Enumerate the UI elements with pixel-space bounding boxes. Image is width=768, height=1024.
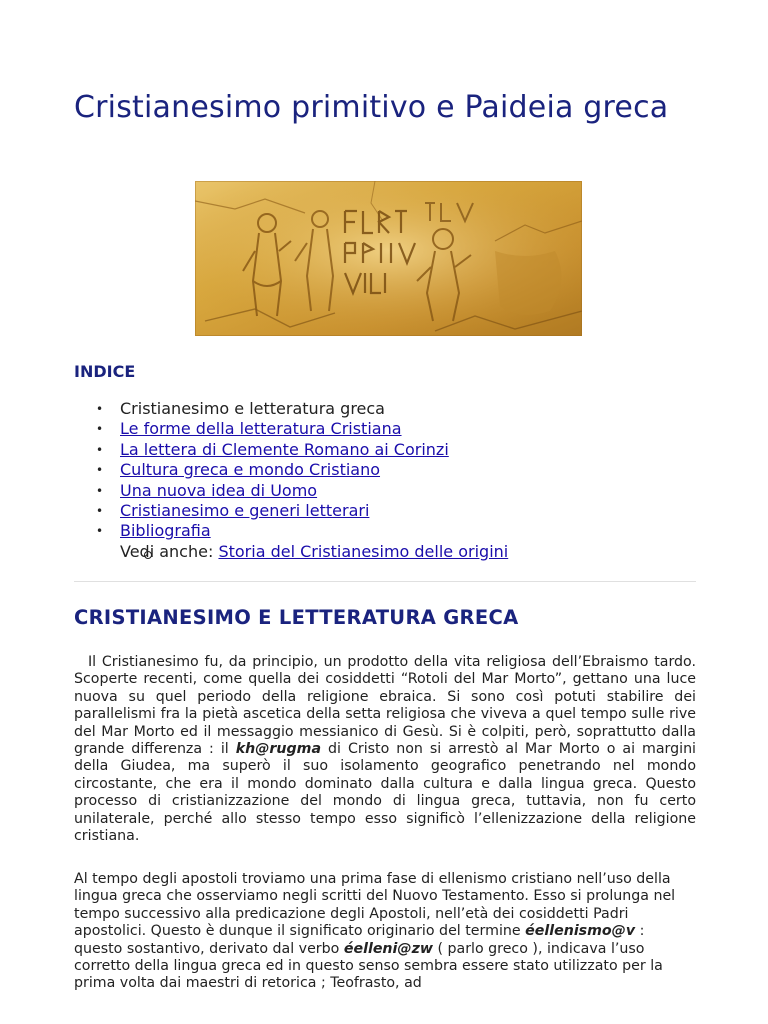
greek-term-hellenizo: éelleni@zw xyxy=(343,940,433,957)
paragraph-1-text-a: Il Cristianesimo fu, da principio, un prodotto della vita religiosa dell’Ebraismo tardo. Scoperte recenti, come quella dei cosiddetti “Rotoli del Mar Morto”, gettano una luce nuova su quel periodo della religione ebraica. Si sono così potuti stabilire dei parallelismi fra la pietà ascetica della setta religiosa che viveva a quel tempo sulle rive del Mar Morto ed il messaggio messianico di Gesù. Si è colpiti, però, soprattutto dalla grande differenza : il xyxy=(74,654,696,758)
toc-link-nuova-idea-uomo[interactable]: Una nuova idea di Uomo xyxy=(120,480,318,500)
toc-link-generi-letterari[interactable]: Cristianesimo e generi letterari xyxy=(120,500,370,520)
toc-item xyxy=(74,460,696,480)
bullet-icon: • xyxy=(96,442,104,457)
toc-item-label: Cristianesimo e letteratura greca xyxy=(120,399,385,418)
paragraph-1-text-b: di Cristo non si arrestò al Mar Morto o ai margini della Giudea, ma superò il suo isolamento geografico penetrando nel mondo circostante, che era il mondo dominato dalla cultura e dalla lingua greca. Questo processo di cristianizzazione del mondo di lingua greca, tuttavia, non fu certo unilaterale, perché allo stesso tempo esso significò l’ellenizzazione della religione cristiana. xyxy=(74,741,696,845)
see-also-prefix: Vedi anche: xyxy=(120,541,214,561)
paragraph-2 xyxy=(74,871,696,993)
bullet-icon: • xyxy=(96,503,104,518)
ancient-stone-relief-image xyxy=(195,181,582,336)
bullet-icon: • xyxy=(96,524,104,539)
bullet-icon: • xyxy=(96,483,104,498)
bullet-icon: • xyxy=(96,402,104,416)
greek-term-kerygma: kh@rugma xyxy=(235,741,322,758)
hero-image xyxy=(195,181,582,336)
see-also-link[interactable]: Storia del Cristianesimo delle origini xyxy=(218,541,509,561)
greek-term-hellenismos: éellenismo@v xyxy=(525,923,636,940)
toc-item xyxy=(74,501,696,521)
toc-item xyxy=(74,440,696,460)
toc-link-forme-letteratura[interactable]: Le forme della letteratura Cristiana xyxy=(120,419,402,439)
toc-item xyxy=(74,419,696,439)
paragraph-2-text-b: : questo sostantivo, derivato dal verbo xyxy=(74,923,645,957)
table-of-contents xyxy=(74,399,696,562)
toc-item xyxy=(74,521,696,541)
toc-item xyxy=(74,399,696,419)
bullet-icon: • xyxy=(96,463,104,478)
toc-link-lettera-clemente[interactable]: La lettera di Clemente Romano ai Corinzi xyxy=(120,439,449,459)
toc-item xyxy=(74,481,696,501)
bullet-icon: • xyxy=(96,422,104,437)
paragraph-1 xyxy=(74,654,696,845)
paragraph-2-text-c: ( parlo greco ), indicava l’uso corretto della lingua greca ed in questo senso sembra essere stato utilizzato per la prima volta dai maestri di retorica ; Teofrasto, ad xyxy=(74,940,663,992)
toc-link-bibliografia[interactable]: Bibliografia xyxy=(120,521,211,541)
circle-bullet-icon xyxy=(144,551,152,559)
index-heading: INDICE xyxy=(74,362,136,381)
page-title: Cristianesimo primitivo e Paideia greca xyxy=(74,90,669,125)
toc-link-cultura-greca[interactable]: Cultura greca e mondo Cristiano xyxy=(120,460,381,480)
section-divider xyxy=(74,581,696,582)
see-also-item xyxy=(74,542,696,562)
section-heading: CRISTIANESIMO E LETTERATURA GRECA xyxy=(74,606,519,629)
paragraph-2-text-a: Al tempo degli apostoli troviamo una prima fase di ellenismo cristiano nell’uso della lingua greca che osserviamo negli scritti del Nuovo Testamento. Esso si prolunga nel tempo successivo alla predicazione degli Apostoli, nell’età dei cosiddetti Padri apostolici. Questo è dunque il significato originario del termine xyxy=(74,871,676,940)
